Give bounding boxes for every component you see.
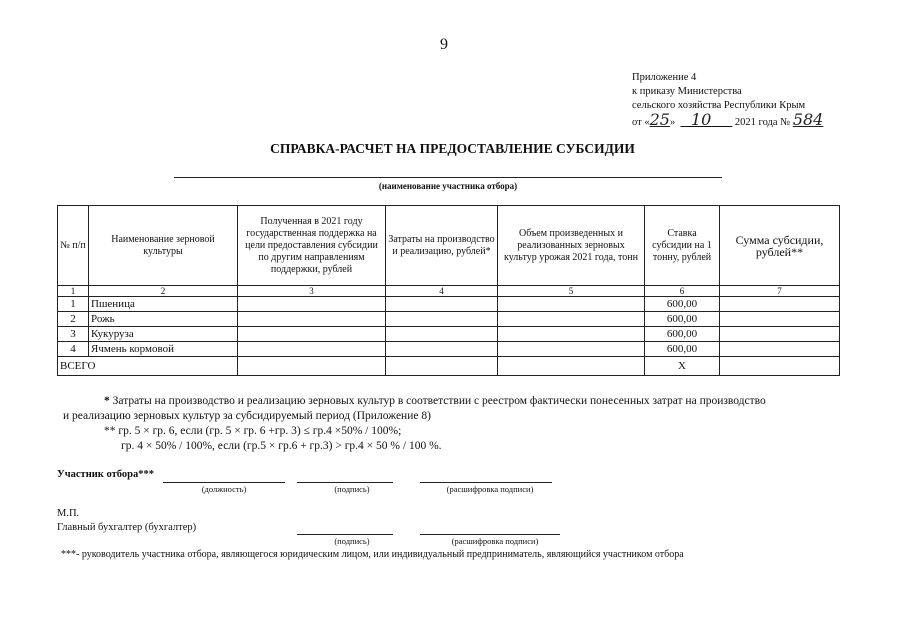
note-costs-line-1 [104,394,766,409]
decoding-line [420,482,552,483]
costs-cell [386,327,498,342]
position-line [163,482,285,483]
table-row [58,312,840,327]
column-number-row [58,286,840,297]
decoding-caption: (расшифровка подписи) [446,484,534,494]
stamp-label: М.П. [57,508,80,519]
participant-label: Участник отбора*** [57,469,154,480]
table-row [58,297,840,312]
header-crop: Наименование зерновой культуры [89,206,238,286]
rate-cell: 600,00 [645,342,720,357]
order-date-mid: » [669,117,676,128]
page-number: 9 [440,36,448,53]
accountant-decoding-caption: (расшифровка подписи) [451,536,539,546]
header-number: № п/п [58,206,89,286]
appendix-line-1: Приложение 4 [632,72,697,83]
order-month-blank [680,110,732,129]
column-number: 5 [498,286,645,297]
column-number: 4 [386,286,498,297]
total-row [58,357,840,376]
row-number: 1 [58,297,89,312]
header-sum: Сумма субсидии, рублей** [720,206,840,286]
total-label: ВСЕГО [58,357,238,376]
footnote: ***- руководитель участника отбора, являющегося юридическим лицом, или индивидуальный предприниматель, являющийся участником отбора [61,549,684,560]
sum-cell [720,312,840,327]
table-header-row [58,206,840,286]
sum-cell [720,342,840,357]
participant-name-line [174,177,722,178]
total-volume-cell [498,357,645,376]
crop-name: Ячмень кормовой [89,342,238,357]
row-number: 4 [58,342,89,357]
position-caption: (должность) [201,484,247,494]
appendix-line-3: сельского хозяйства Республики Крым [632,100,806,111]
header-rate: Ставка субсидии на 1 тонну, рублей [645,206,720,286]
support-cell [238,327,386,342]
volume-cell [498,342,645,357]
total-support-cell [238,357,386,376]
header-costs: Затраты на производство и реализацию, рублей* [386,206,498,286]
rate-cell: 600,00 [645,327,720,342]
row-number: 3 [58,327,89,342]
note-formula-line-1: ** гр. 5 × гр. 6, если (гр. 5 × гр. 6 +гр. 3) ≤ гр.4 ×50% / 100%; [104,425,402,437]
sum-cell [720,297,840,312]
header-support: Полученная в 2021 году государственная поддержка на цели предоставления субсидии по другим направлениям поддержки, рублей [238,206,386,286]
crop-name: Кукуруза [89,327,238,342]
appendix-order-line [632,110,824,130]
support-cell [238,312,386,327]
sum-cell [720,327,840,342]
total-rate-cell: X [645,357,720,376]
column-number: 3 [238,286,386,297]
document-title: СПРАВКА-РАСЧЕТ НА ПРЕДОСТАВЛЕНИЕ СУБСИДИИ [270,141,635,156]
accountant-label: Главный бухгалтер (бухгалтер) [57,522,197,533]
signature-line [297,482,393,483]
signature-caption: (подпись) [334,484,370,494]
total-costs-cell [386,357,498,376]
volume-cell [498,312,645,327]
participant-name-caption: (наименование участника отбора) [378,181,518,191]
costs-cell [386,297,498,312]
order-from-prefix: от « [632,117,650,128]
costs-cell [386,312,498,327]
accountant-signature-line [297,534,393,535]
order-day: 25 [649,110,670,129]
note-costs-line-2: и реализацию зерновых культур за субсидируемый период (Приложение 8) [63,410,431,422]
support-cell [238,342,386,357]
crop-name: Пшеница [89,297,238,312]
order-number: 584 [792,110,824,129]
header-volume: Объем произведенных и реализованных зерновых культур урожая 2021 года, тонн [498,206,645,286]
support-cell [238,297,386,312]
column-number: 7 [720,286,840,297]
accountant-decoding-line [420,534,560,535]
subsidy-table [57,205,840,376]
column-number: 2 [89,286,238,297]
total-sum-cell [720,357,840,376]
accountant-signature-caption: (подпись) [334,536,370,546]
note-asterisk: * [104,395,110,407]
table-row [58,327,840,342]
rate-cell: 600,00 [645,297,720,312]
table-row [58,342,840,357]
column-number: 1 [58,286,89,297]
crop-name: Рожь [89,312,238,327]
appendix-block [632,71,823,130]
row-number: 2 [58,312,89,327]
appendix-line-2: к приказу Министерства [632,86,742,97]
column-number: 6 [645,286,720,297]
order-year-text: 2021 года № [734,117,791,128]
note-costs-text: Затраты на производство и реализацию зерновых культур в соответствии с реестром фактически понесенных затрат на производство [109,395,766,407]
costs-cell [386,342,498,357]
order-month: 10 [690,110,712,129]
rate-cell: 600,00 [645,312,720,327]
note-formula-line-2: гр. 4 × 50% / 100%, если (гр.5 × гр.6 + гр.3) > гр.4 × 50 % / 100 %. [121,440,442,452]
volume-cell [498,297,645,312]
volume-cell [498,327,645,342]
